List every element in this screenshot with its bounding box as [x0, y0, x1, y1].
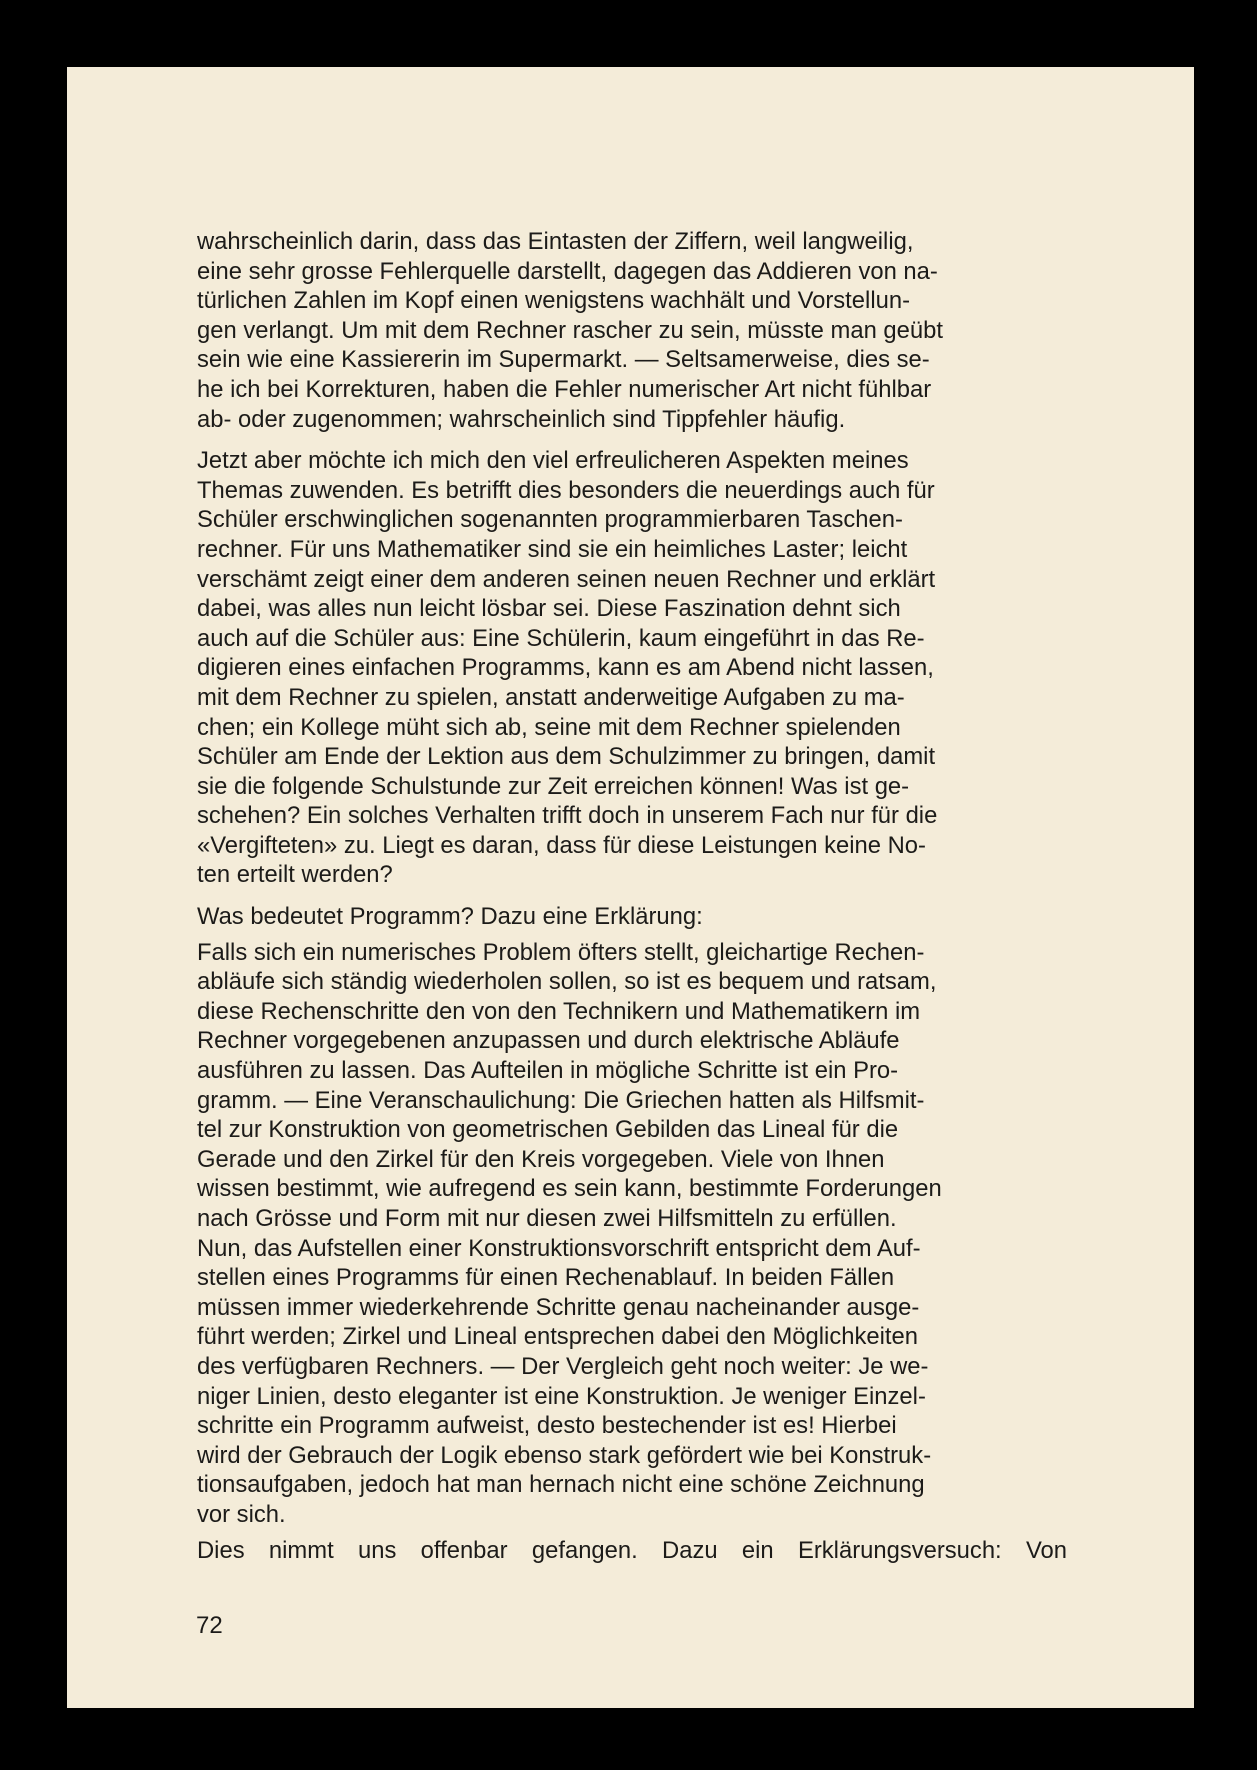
paragraph-1: wahrscheinlich darin, dass das Eintasten der Ziffern, weil langweilig, eine sehr grosse Fehlerquelle darstellt, dagegen das Addieren von na- türlichen Zahlen im Kopf einen wenigstens wachhält und Vorstellun- gen verlangt. Um mit dem Rechner rascher zu sein, müsste man geübt sein wie eine Kassiererin im Supermarkt. — Seltsamerweise, dies se- he ich bei Korrekturen, haben die Fehler numerischer Art nicht fühlbar ab- oder zugenommen; wahrscheinlich sind Tippfehler häufig.: [197, 228, 943, 433]
paragraph-4: Falls sich ein numerisches Problem öfters stellt, gleichartige Rechen- abläufe sich ständig wiederholen sollen, so ist es bequem und ratsam, diese Rechenschritte den von den Technikern und Mathematikern im Rechner vorgegebenen anzupassen und durch elektrische Abläufe ausführen zu lassen. Das Aufteilen in mögliche Schritte ist ein Pro- gramm. — Eine Veranschaulichung: Die Griechen hatten als Hilfsmit- tel zur Konstruktion von geometrischen Gebilden das Lineal für die Gerade und den Zirkel für den Kreis vorgegeben. Viele von Ihnen wissen bestimmt, wie aufregend es sein kann, bestimmte Forderungen nach Grösse und Form mit nur diesen zwei Hilfsmitteln zu erfüllen. Nun, das Aufstellen einer Konstruktionsvorschrift entspricht dem Auf- stellen eines Programms für einen Rechenablauf. In beiden Fällen müssen immer wiederkehrende Schritte genau nacheinander ausge- führt werden; Zirkel und Lineal entsprechen dabei den Möglichkeiten des verfügbaren Rechners. — Der Vergleich geht noch weiter: Je we- niger Linien, desto eleganter ist eine Konstruktion. Je weniger Einzel- schritte ein Programm aufweist, desto bestechender ist es! Hierbei wird der Gebrauch der Logik ebenso stark gefördert wie bei Konstruk- tionsaufgaben, jedoch hat man hernach nicht eine schöne Zeichnung vor sich.: [197, 938, 942, 1528]
body-text: [197, 227, 1067, 1565]
page-number: 72: [196, 1612, 223, 1639]
paragraph-2: Jetzt aber möchte ich mich den viel erfreulicheren Aspekten meines Themas zuwenden. Es betrifft dies besonders die neuerdings auch für Schüler erschwinglichen sogenannten programmierbaren Taschen- rechner. Für uns Mathematiker sind sie ein heimliches Laster; leicht verschämt zeigt einer dem anderen seinen neuen Rechner und erklärt dabei, was alles nun leicht lösbar sei. Diese Faszination dehnt sich auch auf die Schüler aus: Eine Schülerin, kaum eingeführt in das Re- digieren eines einfachen Programms, kann es am Abend nicht lassen, mit dem Rechner zu spielen, anstatt anderweitige Aufgaben zu ma- chen; ein Kollege müht sich ab, seine mit dem Rechner spielenden Schüler am Ende der Lektion aus dem Schulzimmer zu bringen, damit sie die folgende Schulstunde zur Zeit erreichen können! Was ist ge- schehen? Ein solches Verhalten trifft doch in unserem Fach nur für die «Vergifteten» zu. Liegt es daran, dass für diese Leistungen keine No- ten erteilt werden?: [197, 447, 938, 889]
paragraph-5: Dies nimmt uns offenbar gefangen. Dazu ein Erklärungsversuch: Von: [197, 1536, 1067, 1564]
book-page: [67, 67, 1194, 1708]
paragraph-3: Was bedeutet Programm? Dazu eine Erklärung:: [197, 903, 703, 931]
